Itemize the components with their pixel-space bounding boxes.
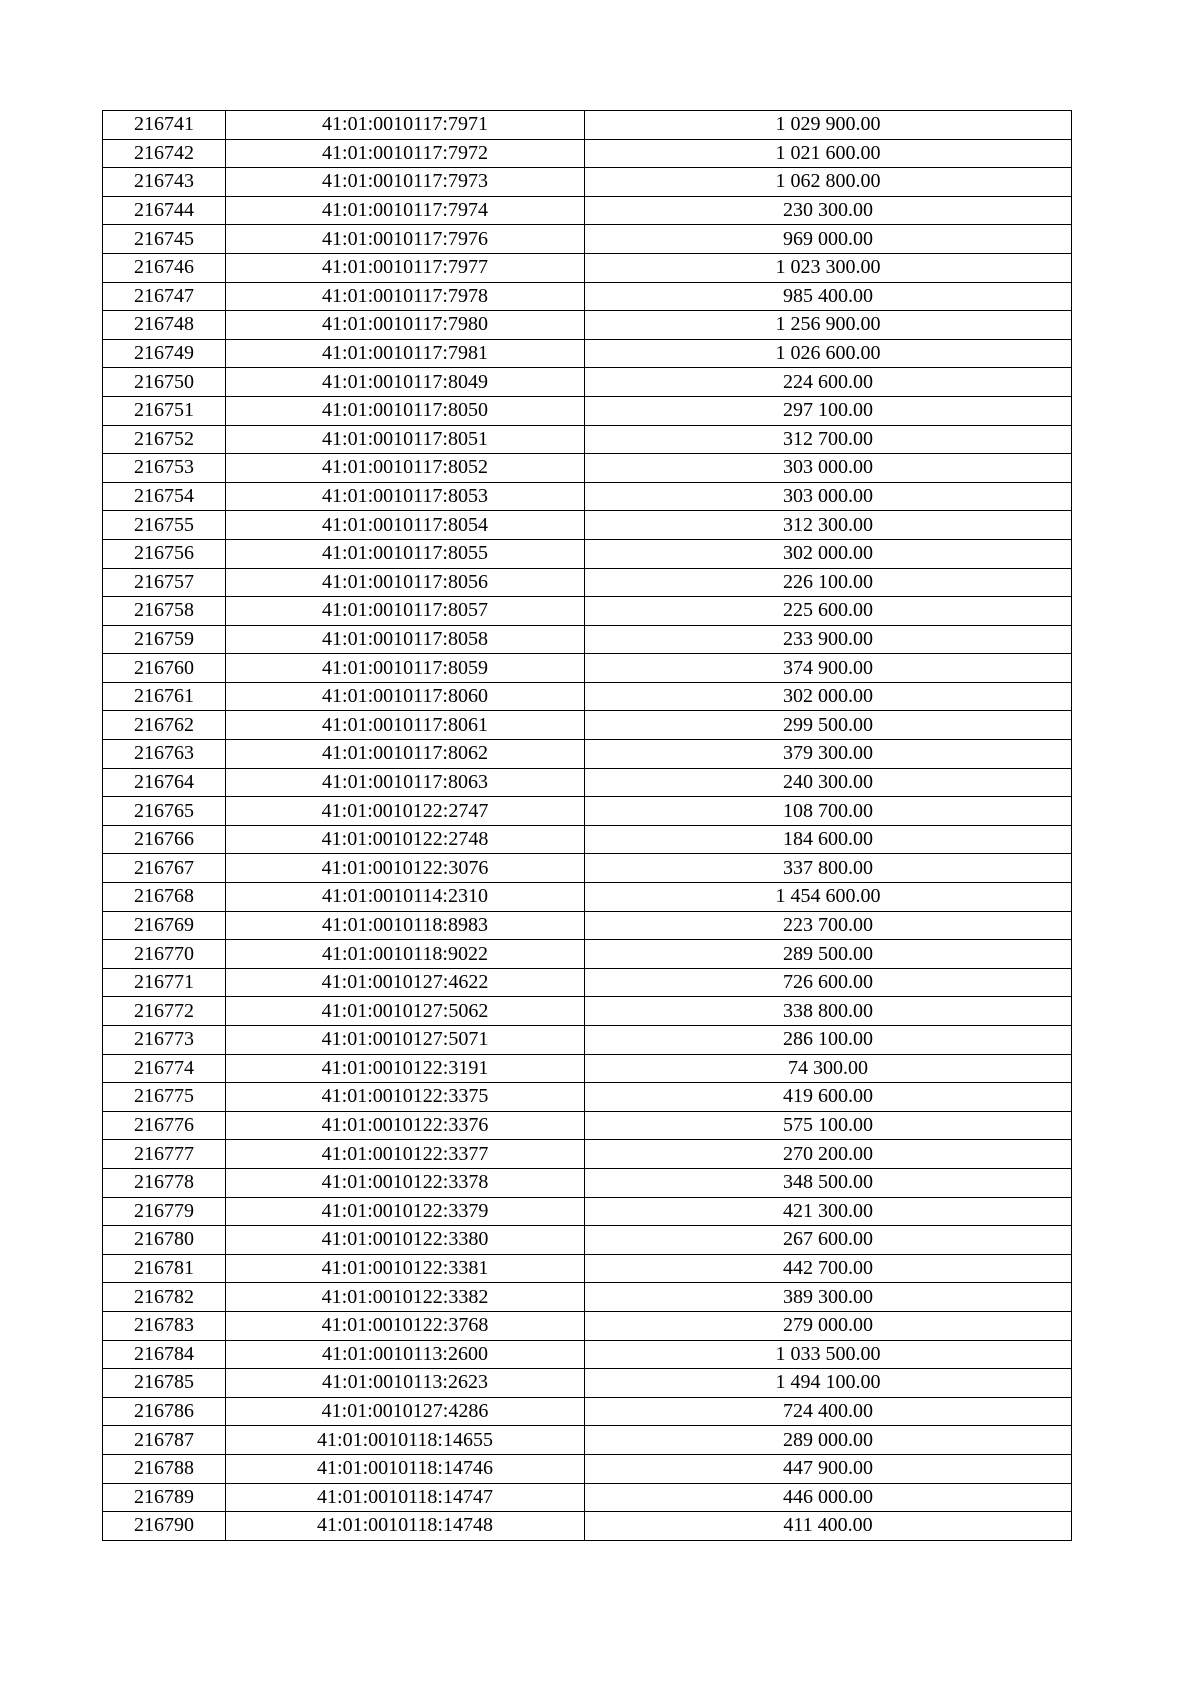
- table-row: [103, 625, 1072, 654]
- cadastral-value-cell: 240 300.00: [585, 768, 1072, 797]
- cadastral-number-cell: 41:01:0010117:7972: [226, 139, 585, 168]
- cadastral-number-cell: 41:01:0010117:7977: [226, 253, 585, 282]
- cadastral-value-cell: 419 600.00: [585, 1083, 1072, 1112]
- row-number-cell: 216765: [103, 797, 226, 826]
- cadastral-number-cell: 41:01:0010117:8057: [226, 597, 585, 626]
- table-row: [103, 454, 1072, 483]
- row-number-cell: 216757: [103, 568, 226, 597]
- cadastral-number-cell: 41:01:0010117:8049: [226, 368, 585, 397]
- table-row: [103, 568, 1072, 597]
- table-row: [103, 1054, 1072, 1083]
- table-row: [103, 396, 1072, 425]
- table-body: [103, 111, 1072, 1541]
- row-number-cell: 216771: [103, 968, 226, 997]
- table-row: [103, 1397, 1072, 1426]
- cadastral-value-cell: 286 100.00: [585, 1026, 1072, 1055]
- cadastral-value-cell: 224 600.00: [585, 368, 1072, 397]
- table-row: [103, 968, 1072, 997]
- table-row: [103, 597, 1072, 626]
- table-row: [103, 1311, 1072, 1340]
- table-row: [103, 768, 1072, 797]
- row-number-cell: 216772: [103, 997, 226, 1026]
- row-number-cell: 216773: [103, 1026, 226, 1055]
- row-number-cell: 216767: [103, 854, 226, 883]
- cadastral-value-cell: 1 494 100.00: [585, 1369, 1072, 1398]
- table-row: [103, 1483, 1072, 1512]
- table-row: [103, 1340, 1072, 1369]
- cadastral-number-cell: 41:01:0010117:8056: [226, 568, 585, 597]
- cadastral-number-cell: 41:01:0010118:14746: [226, 1454, 585, 1483]
- cadastral-value-cell: 223 700.00: [585, 911, 1072, 940]
- row-number-cell: 216788: [103, 1454, 226, 1483]
- row-number-cell: 216768: [103, 883, 226, 912]
- cadastral-number-cell: 41:01:0010122:3381: [226, 1254, 585, 1283]
- row-number-cell: 216758: [103, 597, 226, 626]
- cadastral-value-cell: 74 300.00: [585, 1054, 1072, 1083]
- table-row: [103, 539, 1072, 568]
- row-number-cell: 216756: [103, 539, 226, 568]
- cadastral-value-cell: 575 100.00: [585, 1111, 1072, 1140]
- cadastral-number-cell: 41:01:0010117:8054: [226, 511, 585, 540]
- cadastral-value-cell: 338 800.00: [585, 997, 1072, 1026]
- table-row: [103, 1254, 1072, 1283]
- row-number-cell: 216748: [103, 311, 226, 340]
- cadastral-value-cell: 299 500.00: [585, 711, 1072, 740]
- cadastral-value-cell: 389 300.00: [585, 1283, 1072, 1312]
- table-row: [103, 740, 1072, 769]
- cadastral-value-cell: 289 500.00: [585, 940, 1072, 969]
- table-row: [103, 425, 1072, 454]
- cadastral-value-cell: 303 000.00: [585, 454, 1072, 483]
- cadastral-value-cell: 225 600.00: [585, 597, 1072, 626]
- cadastral-number-cell: 41:01:0010122:2748: [226, 825, 585, 854]
- table-row: [103, 854, 1072, 883]
- cadastral-number-cell: 41:01:0010117:8061: [226, 711, 585, 740]
- cadastral-value-cell: 312 300.00: [585, 511, 1072, 540]
- cadastral-number-cell: 41:01:0010117:8062: [226, 740, 585, 769]
- cadastral-number-cell: 41:01:0010122:3378: [226, 1168, 585, 1197]
- table-row: [103, 511, 1072, 540]
- cadastral-number-cell: 41:01:0010117:7974: [226, 196, 585, 225]
- table-row: [103, 139, 1072, 168]
- cadastral-value-cell: 446 000.00: [585, 1483, 1072, 1512]
- cadastral-value-cell: 379 300.00: [585, 740, 1072, 769]
- cadastral-value-cell: 337 800.00: [585, 854, 1072, 883]
- row-number-cell: 216750: [103, 368, 226, 397]
- cadastral-number-cell: 41:01:0010122:2747: [226, 797, 585, 826]
- cadastral-number-cell: 41:01:0010117:8051: [226, 425, 585, 454]
- cadastral-value-cell: 411 400.00: [585, 1512, 1072, 1541]
- row-number-cell: 216760: [103, 654, 226, 683]
- table-row: [103, 1226, 1072, 1255]
- cadastral-value-cell: 969 000.00: [585, 225, 1072, 254]
- cadastral-number-cell: 41:01:0010127:4286: [226, 1397, 585, 1426]
- table-row: [103, 682, 1072, 711]
- cadastral-number-cell: 41:01:0010122:3376: [226, 1111, 585, 1140]
- table-row: [103, 253, 1072, 282]
- row-number-cell: 216747: [103, 282, 226, 311]
- cadastral-number-cell: 41:01:0010118:14655: [226, 1426, 585, 1455]
- cadastral-number-cell: 41:01:0010117:7981: [226, 339, 585, 368]
- cadastral-number-cell: 41:01:0010122:3380: [226, 1226, 585, 1255]
- cadastral-number-cell: 41:01:0010118:14748: [226, 1512, 585, 1541]
- cadastral-value-cell: 302 000.00: [585, 682, 1072, 711]
- table-row: [103, 282, 1072, 311]
- cadastral-number-cell: 41:01:0010117:8055: [226, 539, 585, 568]
- cadastral-number-cell: 41:01:0010118:9022: [226, 940, 585, 969]
- table-row: [103, 1168, 1072, 1197]
- cadastral-value-cell: 985 400.00: [585, 282, 1072, 311]
- cadastral-number-cell: 41:01:0010127:5062: [226, 997, 585, 1026]
- cadastral-value-cell: 348 500.00: [585, 1168, 1072, 1197]
- table-row: [103, 1111, 1072, 1140]
- cadastral-number-cell: 41:01:0010117:7973: [226, 168, 585, 197]
- row-number-cell: 216746: [103, 253, 226, 282]
- row-number-cell: 216785: [103, 1369, 226, 1398]
- cadastral-number-cell: 41:01:0010117:8052: [226, 454, 585, 483]
- row-number-cell: 216761: [103, 682, 226, 711]
- row-number-cell: 216751: [103, 396, 226, 425]
- row-number-cell: 216783: [103, 1311, 226, 1340]
- cadastral-number-cell: 41:01:0010117:8060: [226, 682, 585, 711]
- cadastral-number-cell: 41:01:0010113:2600: [226, 1340, 585, 1369]
- cadastral-number-cell: 41:01:0010127:5071: [226, 1026, 585, 1055]
- cadastral-value-cell: 226 100.00: [585, 568, 1072, 597]
- cadastral-number-cell: 41:01:0010122:3375: [226, 1083, 585, 1112]
- cadastral-number-cell: 41:01:0010117:8050: [226, 396, 585, 425]
- cadastral-value-cell: 1 033 500.00: [585, 1340, 1072, 1369]
- cadastral-value-cell: 230 300.00: [585, 196, 1072, 225]
- cadastral-number-cell: 41:01:0010122:3191: [226, 1054, 585, 1083]
- row-number-cell: 216762: [103, 711, 226, 740]
- row-number-cell: 216752: [103, 425, 226, 454]
- cadastral-number-cell: 41:01:0010113:2623: [226, 1369, 585, 1398]
- cadastral-value-cell: 1 029 900.00: [585, 111, 1072, 140]
- table-row: [103, 311, 1072, 340]
- table-row: [103, 196, 1072, 225]
- row-number-cell: 216744: [103, 196, 226, 225]
- row-number-cell: 216779: [103, 1197, 226, 1226]
- row-number-cell: 216764: [103, 768, 226, 797]
- cadastral-number-cell: 41:01:0010117:7976: [226, 225, 585, 254]
- row-number-cell: 216774: [103, 1054, 226, 1083]
- table-row: [103, 1197, 1072, 1226]
- row-number-cell: 216770: [103, 940, 226, 969]
- row-number-cell: 216743: [103, 168, 226, 197]
- cadastral-number-cell: 41:01:0010117:8063: [226, 768, 585, 797]
- row-number-cell: 216742: [103, 139, 226, 168]
- cadastral-value-cell: 724 400.00: [585, 1397, 1072, 1426]
- table-row: [103, 1512, 1072, 1541]
- cadastral-value-table: [102, 110, 1072, 1541]
- cadastral-number-cell: 41:01:0010122:3379: [226, 1197, 585, 1226]
- cadastral-number-cell: 41:01:0010118:14747: [226, 1483, 585, 1512]
- table-row: [103, 225, 1072, 254]
- row-number-cell: 216763: [103, 740, 226, 769]
- table-row: [103, 1369, 1072, 1398]
- cadastral-value-cell: 1 026 600.00: [585, 339, 1072, 368]
- table-row: [103, 482, 1072, 511]
- row-number-cell: 216754: [103, 482, 226, 511]
- cadastral-value-cell: 1 454 600.00: [585, 883, 1072, 912]
- table-row: [103, 997, 1072, 1026]
- cadastral-value-cell: 374 900.00: [585, 654, 1072, 683]
- table-row: [103, 711, 1072, 740]
- cadastral-number-cell: 41:01:0010117:8058: [226, 625, 585, 654]
- cadastral-number-cell: 41:01:0010117:8053: [226, 482, 585, 511]
- table-row: [103, 339, 1072, 368]
- cadastral-value-cell: 421 300.00: [585, 1197, 1072, 1226]
- row-number-cell: 216786: [103, 1397, 226, 1426]
- cadastral-value-cell: 302 000.00: [585, 539, 1072, 568]
- table-row: [103, 368, 1072, 397]
- cadastral-value-cell: 297 100.00: [585, 396, 1072, 425]
- row-number-cell: 216780: [103, 1226, 226, 1255]
- table-row: [103, 654, 1072, 683]
- cadastral-number-cell: 41:01:0010122:3076: [226, 854, 585, 883]
- row-number-cell: 216745: [103, 225, 226, 254]
- cadastral-value-cell: 233 900.00: [585, 625, 1072, 654]
- table-row: [103, 883, 1072, 912]
- cadastral-value-cell: 289 000.00: [585, 1426, 1072, 1455]
- cadastral-value-cell: 442 700.00: [585, 1254, 1072, 1283]
- row-number-cell: 216749: [103, 339, 226, 368]
- table-row: [103, 1426, 1072, 1455]
- row-number-cell: 216784: [103, 1340, 226, 1369]
- row-number-cell: 216755: [103, 511, 226, 540]
- table-row: [103, 825, 1072, 854]
- cadastral-number-cell: 41:01:0010122:3377: [226, 1140, 585, 1169]
- cadastral-number-cell: 41:01:0010117:7978: [226, 282, 585, 311]
- row-number-cell: 216782: [103, 1283, 226, 1312]
- table-row: [103, 1140, 1072, 1169]
- cadastral-value-cell: 1 021 600.00: [585, 139, 1072, 168]
- row-number-cell: 216759: [103, 625, 226, 654]
- row-number-cell: 216753: [103, 454, 226, 483]
- row-number-cell: 216777: [103, 1140, 226, 1169]
- row-number-cell: 216790: [103, 1512, 226, 1541]
- table-row: [103, 1026, 1072, 1055]
- table-row: [103, 168, 1072, 197]
- cadastral-number-cell: 41:01:0010117:8059: [226, 654, 585, 683]
- cadastral-number-cell: 41:01:0010118:8983: [226, 911, 585, 940]
- table-row: [103, 1454, 1072, 1483]
- cadastral-value-cell: 1 062 800.00: [585, 168, 1072, 197]
- table-row: [103, 940, 1072, 969]
- cadastral-number-cell: 41:01:0010114:2310: [226, 883, 585, 912]
- table-row: [103, 1083, 1072, 1112]
- row-number-cell: 216778: [103, 1168, 226, 1197]
- table-row: [103, 111, 1072, 140]
- row-number-cell: 216787: [103, 1426, 226, 1455]
- cadastral-value-cell: 447 900.00: [585, 1454, 1072, 1483]
- cadastral-number-cell: 41:01:0010122:3382: [226, 1283, 585, 1312]
- table-row: [103, 911, 1072, 940]
- cadastral-value-cell: 303 000.00: [585, 482, 1072, 511]
- row-number-cell: 216741: [103, 111, 226, 140]
- cadastral-number-cell: 41:01:0010122:3768: [226, 1311, 585, 1340]
- table-row: [103, 797, 1072, 826]
- table-row: [103, 1283, 1072, 1312]
- row-number-cell: 216776: [103, 1111, 226, 1140]
- cadastral-number-cell: 41:01:0010127:4622: [226, 968, 585, 997]
- row-number-cell: 216766: [103, 825, 226, 854]
- cadastral-value-cell: 267 600.00: [585, 1226, 1072, 1255]
- row-number-cell: 216775: [103, 1083, 226, 1112]
- cadastral-value-cell: 1 023 300.00: [585, 253, 1072, 282]
- cadastral-value-cell: 1 256 900.00: [585, 311, 1072, 340]
- cadastral-value-cell: 312 700.00: [585, 425, 1072, 454]
- cadastral-number-cell: 41:01:0010117:7980: [226, 311, 585, 340]
- row-number-cell: 216769: [103, 911, 226, 940]
- row-number-cell: 216789: [103, 1483, 226, 1512]
- cadastral-value-cell: 279 000.00: [585, 1311, 1072, 1340]
- cadastral-value-cell: 108 700.00: [585, 797, 1072, 826]
- row-number-cell: 216781: [103, 1254, 226, 1283]
- cadastral-value-cell: 726 600.00: [585, 968, 1072, 997]
- cadastral-number-cell: 41:01:0010117:7971: [226, 111, 585, 140]
- cadastral-value-cell: 184 600.00: [585, 825, 1072, 854]
- cadastral-value-cell: 270 200.00: [585, 1140, 1072, 1169]
